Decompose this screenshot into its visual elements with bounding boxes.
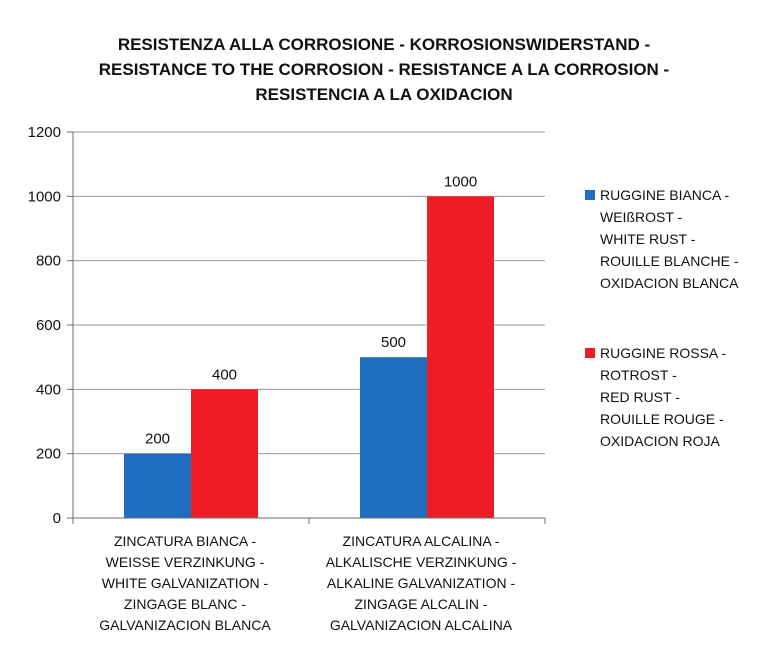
legend-entry-line: RUGGINE ROSSA - (600, 345, 727, 361)
y-tick-label: 600 (35, 317, 61, 334)
x-axis-category-labels (99, 533, 516, 633)
chart-title-line: RESISTANCE TO THE CORROSION - RESISTANCE A LA CORROSION - (98, 60, 670, 79)
chart-title-line: RESISTENCIA A LA OXIDACION (255, 85, 513, 104)
legend-entry-line: WHITE RUST - (600, 231, 696, 247)
legend-entry-line: ROTROST - (600, 367, 677, 383)
legend-entry-line: RUGGINE BIANCA - (600, 187, 730, 203)
data-label: 400 (211, 366, 238, 384)
bar (360, 357, 427, 518)
x-category-label-line: ALKALISCHE VERZINKUNG - (325, 554, 517, 570)
chart-title-line: RESISTENZA ALLA CORROSIONE - KORROSIONSWIDERSTAND - (117, 35, 651, 54)
bar (124, 454, 191, 518)
x-category-label-line: ZINCATURA BIANCA - (113, 533, 257, 549)
x-category-label-line: ZINCATURA ALCALINA - (342, 533, 500, 549)
x-category-label-line: ALKALINE GALVANIZATION - (326, 575, 516, 591)
legend-entry-line: OXIDACION BLANCA (600, 275, 739, 291)
y-tick-label: 1200 (27, 124, 61, 141)
y-tick-label: 0 (52, 510, 61, 527)
bars (124, 196, 494, 518)
x-category-label-line: WHITE GALVANIZATION - (101, 575, 269, 591)
x-category-label-line: ZINGAGE ALCALIN - (354, 596, 488, 612)
x-category-label-line: GALVANIZACION ALCALINA (329, 617, 513, 633)
x-category-label-line: ZINGAGE BLANC - (123, 596, 247, 612)
bar (427, 196, 494, 518)
chart-title (99, 35, 669, 104)
legend-entry-line: ROUILLE BLANCHE - (600, 253, 739, 269)
legend-swatch (585, 348, 595, 358)
data-label: 500 (380, 334, 407, 352)
legend-entry-line: WEIßROST - (600, 209, 683, 225)
data-label: 200 (144, 430, 171, 448)
y-tick-label: 200 (35, 445, 61, 463)
x-category-label-line: WEISSE VERZINKUNG - (105, 554, 265, 570)
data-label: 1000 (443, 173, 478, 191)
x-category-label-line: GALVANIZACION BLANCA (99, 617, 271, 633)
bar (191, 389, 258, 518)
legend (585, 187, 739, 449)
y-tick-label: 400 (35, 381, 61, 399)
legend-entry-line: RED RUST - (600, 389, 680, 405)
y-tick-label: 1000 (27, 188, 61, 206)
legend-swatch (585, 190, 595, 200)
y-axis-tick-labels (28, 124, 61, 527)
y-tick-label: 800 (35, 252, 61, 270)
legend-entry-line: ROUILLE ROUGE - (600, 411, 724, 427)
legend-entry-line: OXIDACION ROJA (600, 433, 720, 449)
